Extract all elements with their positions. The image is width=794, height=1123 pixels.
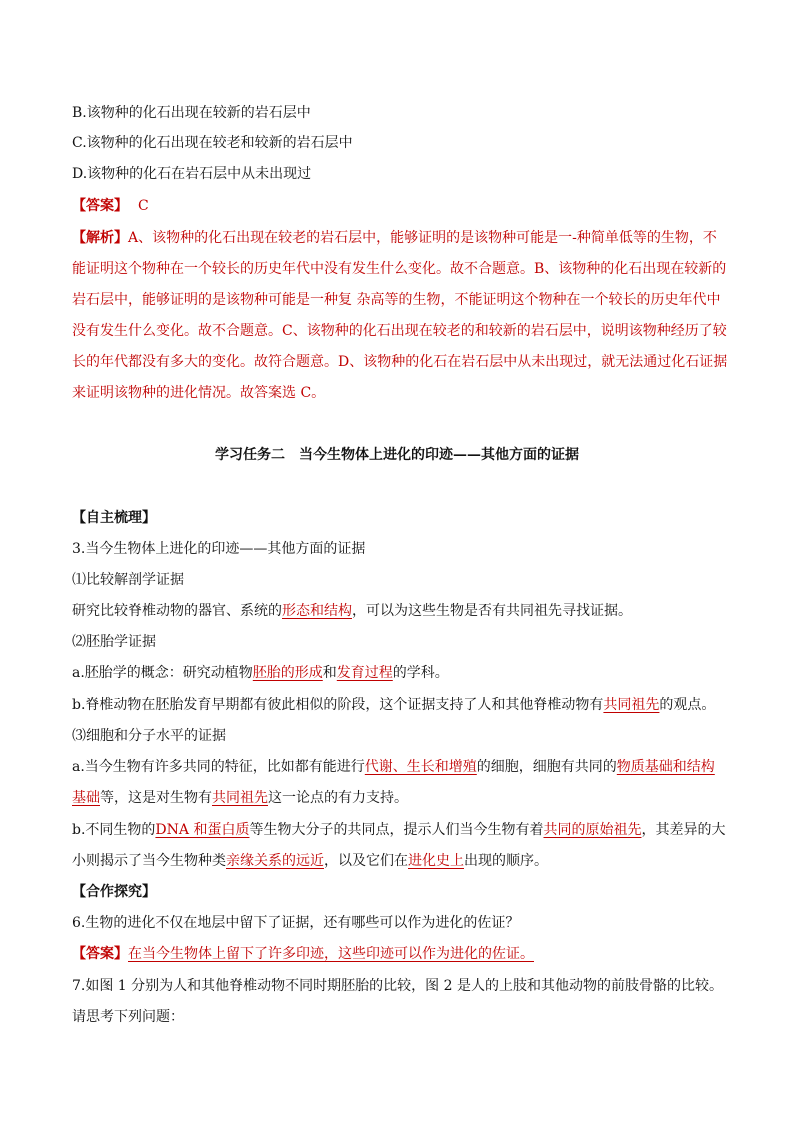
analysis-label: 【解析】 <box>72 230 128 246</box>
fill-blank: 基础 <box>72 790 100 806</box>
text: b.不同生物的 <box>72 822 156 838</box>
text: 和 <box>322 665 337 681</box>
fill-blank: 共同的原始祖先 <box>543 822 642 838</box>
fill-blank: 物质基础和结构 <box>616 759 715 775</box>
text: a.胚胎学的概念：研究动植物 <box>72 665 253 681</box>
q3-title: 3.当今生物体上进化的印迹——其他方面的证据 <box>72 541 366 557</box>
fill-blank: 在当今生物体上留下了许多印迹，这些印迹可以作为进化的佐证。 <box>128 946 534 962</box>
section-2b-text <box>72 695 722 715</box>
analysis-line-3: 岩石层中，能够证明的是该物种可能是一种复 杂高等的生物，不能证明这个物种在一个较长的历史年代中 <box>72 292 721 308</box>
text: ，以及它们在 <box>324 853 408 869</box>
text: 小则揭示了当今生物种类 <box>72 853 226 869</box>
analysis-text: A、该物种的化石出现在较老的岩石层中，能够证明的是该物种可能是一-种简单低等的生物，不 <box>128 230 717 246</box>
analysis-line-6: 来证明该物种的进化情况。故答案选 C。 <box>72 385 326 401</box>
question-6-answer <box>72 944 722 964</box>
question-6: 6.生物的进化不仅在地层中留下了证据，还有哪些可以作为进化的佐证？ <box>72 915 520 931</box>
fill-blank: 代谢、生长和增殖 <box>364 759 477 775</box>
fill-blank: 胚胎的形成 <box>252 665 323 681</box>
question-7-line-1: 7.如图 1 分别为人和其他脊椎动物不同时期胚胎的比较，图 2 是人的上肢和其他动物的前肢骨骼的比较。 <box>72 978 723 994</box>
section-3a-text-line-2 <box>72 788 722 808</box>
section-3-title: ⑶细胞和分子水平的证据 <box>72 728 226 744</box>
fill-blank: 形态和结构 <box>282 603 352 619</box>
fill-blank: 共同祖先 <box>212 790 268 806</box>
answer-label: 【答案】 <box>72 946 128 962</box>
text: 的学科。 <box>392 665 449 681</box>
fill-blank: 发育过程 <box>336 665 393 681</box>
text: 这一论点的有力支持。 <box>268 790 408 806</box>
option-c: C.该物种的化石出现在较老和较新的岩石层中 <box>72 135 353 151</box>
text: 的观点。 <box>659 697 716 713</box>
text: ，可以为这些生物是否有共同祖先寻找证据。 <box>352 603 632 619</box>
analysis-line-2: 能证明这个物种在一个较长的历史年代中没有发生什么变化。故不合题意。B、该物种的化石出现在较新的 <box>72 261 727 277</box>
section-2-title: ⑵胚胎学证据 <box>72 634 156 650</box>
analysis-line-1 <box>72 228 722 248</box>
text: 的细胞，细胞有共同的 <box>476 759 617 775</box>
text: 等，这是对生物有 <box>100 790 212 806</box>
text: 研究比较脊椎动物的器官、系统的 <box>72 603 282 619</box>
section-2a-text <box>72 663 722 683</box>
text: b.脊椎动物在胚胎发育早期都有彼此相似的阶段，这个证据支持了人和其他脊椎动物有 <box>72 697 604 713</box>
text: ，其差异的大 <box>641 822 726 838</box>
text: 等生物大分子的共同点，提示人们当今生物有着 <box>249 822 544 838</box>
section-3b-text-line-1 <box>72 820 726 840</box>
section-3b-text-line-2 <box>72 851 722 871</box>
option-d: D.该物种的化石在岩石层中从未出现过 <box>72 166 312 182</box>
text: a.当今生物有许多共同的特征，比如都有能进行 <box>72 759 365 775</box>
question-7-line-2: 请思考下列问题： <box>72 1009 184 1025</box>
task-title: 学习任务二 当今生物体上进化的印迹——其他方面的证据 <box>215 447 579 463</box>
text: 出现的顺序。 <box>464 853 548 869</box>
answer-value: C <box>138 198 149 214</box>
section-1-text <box>72 601 722 621</box>
fill-blank: DNA 和蛋白质 <box>155 822 250 838</box>
analysis-line-5: 长的年代都没有多大的变化。故符合题意。D、该物种的化石在岩石层中从未出现过，就无法通过化石证据 <box>72 354 728 370</box>
section-3a-text-line-1 <box>72 757 722 777</box>
fill-blank: 进化史上 <box>408 853 464 869</box>
answer-row <box>72 196 722 216</box>
self-review-header: 【自主梳理】 <box>72 510 156 526</box>
fill-blank: 亲缘关系的远近 <box>226 853 324 869</box>
analysis-line-4: 没有发生什么变化。故不合题意。C、该物种的化石出现在较老的和较新的岩石层中，说明该物种经历了较 <box>72 323 727 339</box>
cooperation-header: 【合作探究】 <box>72 884 156 900</box>
fill-blank: 共同祖先 <box>603 697 660 713</box>
section-1-title: ⑴比较解剖学证据 <box>72 572 184 588</box>
answer-label: 【答案】 <box>72 198 128 214</box>
option-b: B.该物种的化石出现在较新的岩石层中 <box>72 105 311 121</box>
